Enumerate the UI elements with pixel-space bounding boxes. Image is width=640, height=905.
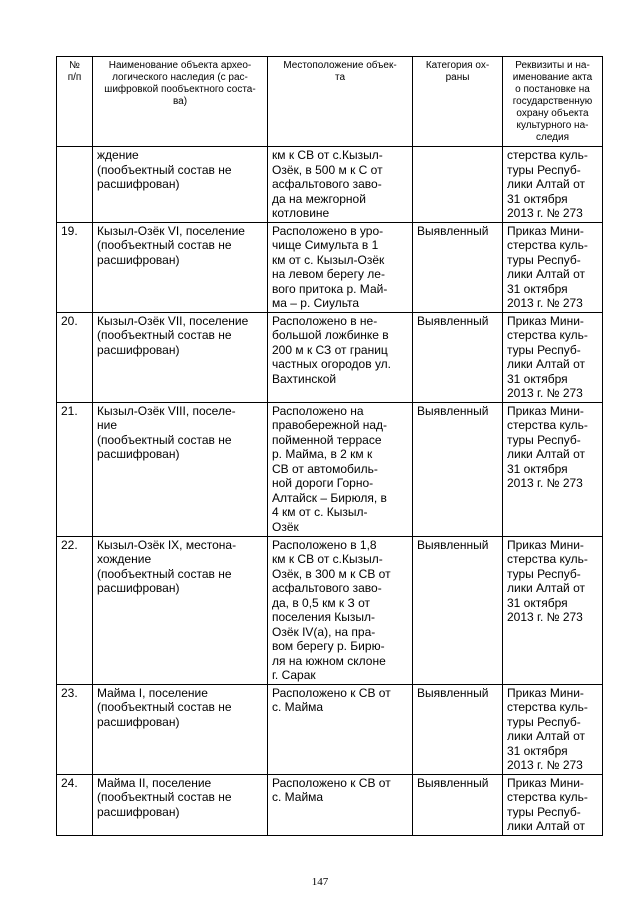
row-object-name: Майма I, поселение (пообъектный состав не расшифрован) — [93, 684, 268, 774]
row-number: 22. — [57, 536, 93, 684]
row-object-name: ждение (пообъектный состав не расшифрован) — [93, 147, 268, 223]
row-number: 20. — [57, 312, 93, 402]
row-act: Приказ Мини- стерства куль- туры Респуб- лики Алтай от 31 октября 2013 г. № 273 — [503, 402, 603, 536]
header-protection-category: Категория ох- раны — [413, 57, 503, 147]
row-act: Приказ Мини- стерства куль- туры Респуб- лики Алтай от 31 октября 2013 г. № 273 — [503, 312, 603, 402]
table-row — [57, 222, 603, 312]
table-row — [57, 402, 603, 536]
row-act: Приказ Мини- стерства куль- туры Респуб- лики Алтай от 31 октября 2013 г. № 273 — [503, 536, 603, 684]
row-category: Выявленный — [413, 684, 503, 774]
header-act-details: Реквизиты и на- именование акта о постановке на государственную охрану объекта культурного на- следия — [503, 57, 603, 147]
row-location: Расположено к СВ от с. Майма — [268, 774, 413, 835]
row-category: Выявленный — [413, 402, 503, 536]
header-object-name: Наименование объекта архео- логического наследия (с рас- шифровкой пообъектного соста- ва) — [93, 57, 268, 147]
row-category: Выявленный — [413, 536, 503, 684]
header-number: № п/п — [57, 57, 93, 147]
row-number: 21. — [57, 402, 93, 536]
row-location: Расположено в уро- чище Симульта в 1 км от с. Кызыл-Озёк на левом берегу ле- вого притока р. Май- ма – р. Сиульта — [268, 222, 413, 312]
row-location: Расположено в не- большой ложбинке в 200 м к СЗ от границ частных огородов ул. Вахтинской — [268, 312, 413, 402]
header-location: Местоположение объек- та — [268, 57, 413, 147]
page-number: 147 — [311, 876, 329, 888]
row-object-name: Кызыл-Озёк VII, поселение (пообъектный состав не расшифрован) — [93, 312, 268, 402]
table-row — [57, 684, 603, 774]
row-act: стерства куль- туры Респуб- лики Алтай от 31 октября 2013 г. № 273 — [503, 147, 603, 223]
table-row — [57, 147, 603, 223]
row-location: Расположено на правобережной над- пойменной террасе р. Майма, в 2 км к СВ от автомобиль- ной дороги Горно- Алтайск – Бирюля, в 4 км от с. Кызыл- Озёк — [268, 402, 413, 536]
row-act: Приказ Мини- стерства куль- туры Респуб- лики Алтай от — [503, 774, 603, 835]
row-act: Приказ Мини- стерства куль- туры Респуб- лики Алтай от 31 октября 2013 г. № 273 — [503, 222, 603, 312]
row-category — [413, 147, 503, 223]
row-location: Расположено в 1,8 км к СВ от с.Кызыл- Озёк, в 300 м к СВ от асфальтового заво- да, в 0,5 км к З от поселения Кызыл- Озёк IV(а), на пра- вом берегу р. Бирю- ля на южном склоне г. Сарак — [268, 536, 413, 684]
row-number: 23. — [57, 684, 93, 774]
row-object-name: Майма II, поселение (пообъектный состав не расшифрован) — [93, 774, 268, 835]
row-act: Приказ Мини- стерства куль- туры Респуб- лики Алтай от 31 октября 2013 г. № 273 — [503, 684, 603, 774]
row-category: Выявленный — [413, 774, 503, 835]
row-category: Выявленный — [413, 312, 503, 402]
table-row — [57, 774, 603, 835]
row-number: 24. — [57, 774, 93, 835]
table-header-row — [57, 57, 603, 147]
row-object-name: Кызыл-Озёк IX, местона- хождение (пообъектный состав не расшифрован) — [93, 536, 268, 684]
row-category: Выявленный — [413, 222, 503, 312]
table-row — [57, 536, 603, 684]
heritage-register-table — [56, 56, 603, 836]
row-object-name: Кызыл-Озёк VI, поселение (пообъектный состав не расшифрован) — [93, 222, 268, 312]
table-row — [57, 312, 603, 402]
row-location: Расположено к СВ от с. Майма — [268, 684, 413, 774]
row-number: 19. — [57, 222, 93, 312]
row-object-name: Кызыл-Озёк VIII, поселе- ние (пообъектный состав не расшифрован) — [93, 402, 268, 536]
row-number — [57, 147, 93, 223]
row-location: км к СВ от с.Кызыл- Озёк, в 500 м к С от асфальтового заво- да на межгорной котловине — [268, 147, 413, 223]
